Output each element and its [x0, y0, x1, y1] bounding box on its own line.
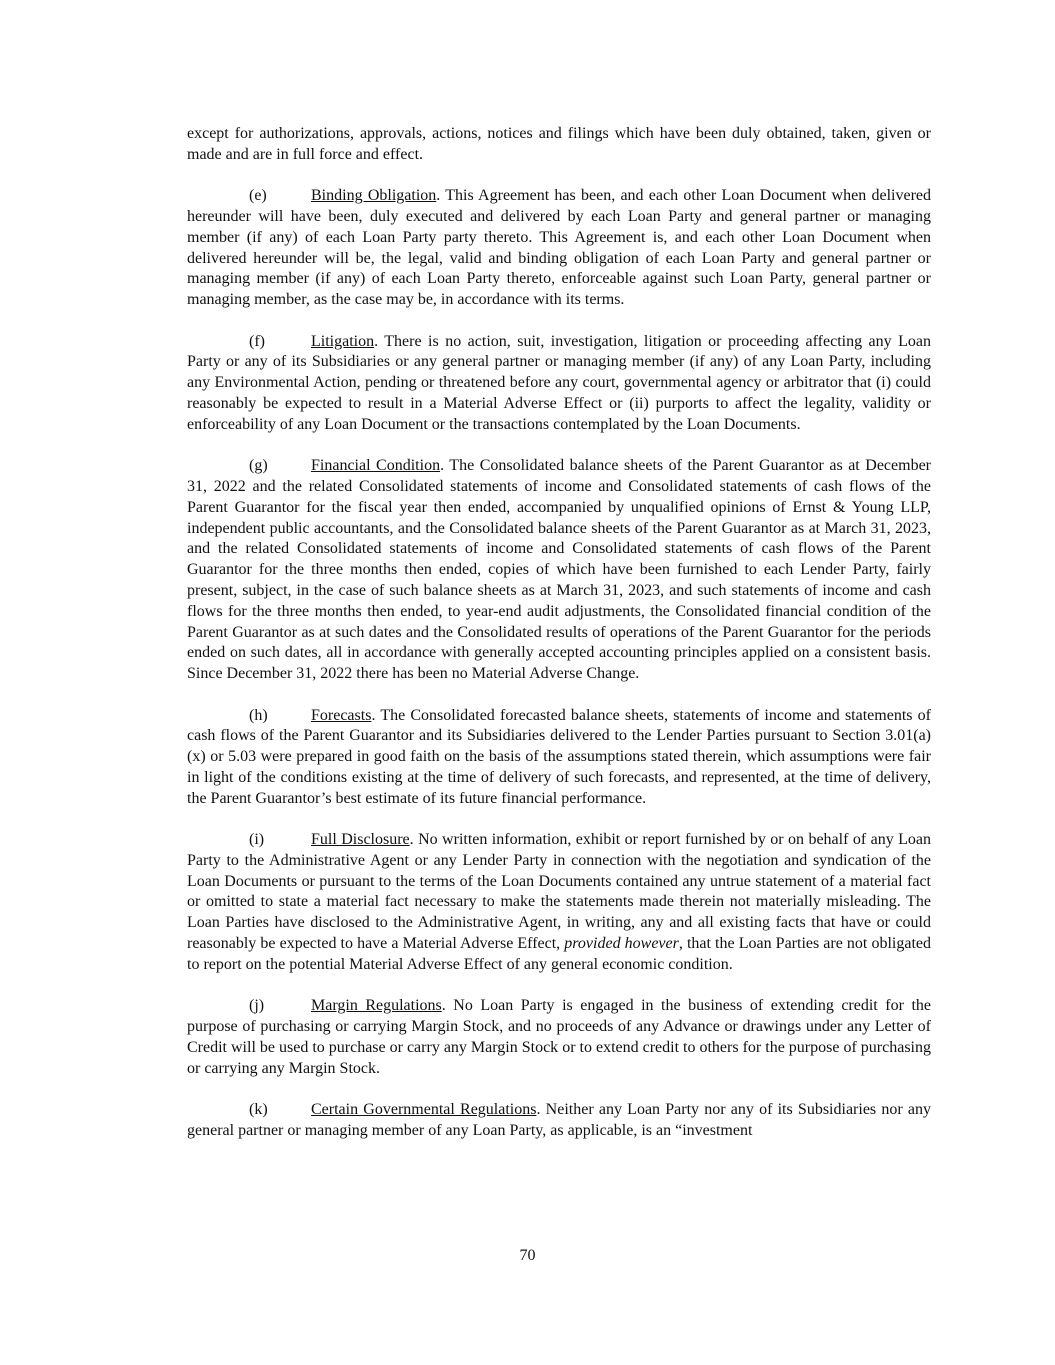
italic-phrase: provided however — [564, 935, 679, 953]
paragraph-marker: (k) — [249, 1101, 268, 1119]
paragraph-f-litigation — [187, 332, 931, 436]
paragraph-text: . This Agreement has been, and each other Loan Document when delivered hereunder will have been, duly executed and delivered by each Loan Party and general partner or managing member (if any) of each Loan Party party thereto. This Agreement is, and each other Loan Document when delivered hereunder will be, the legal, valid and binding obligation of each Loan Party and general partner or managing member (if any) of each Loan Party thereto, enforceable against such Loan Party, general partner or managing member, as the case may be, in accordance with its terms. — [187, 187, 931, 309]
section-heading: Binding Obligation — [311, 187, 437, 205]
section-heading: Full Disclosure — [311, 831, 410, 849]
paragraph-text: . Neither any Loan Party nor any of its Subsidiaries nor any general partner or managing member of any Loan Party, as applicable, is an “investment — [187, 1101, 931, 1139]
section-heading: Litigation — [311, 332, 375, 350]
section-heading: Margin Regulations — [311, 997, 442, 1015]
paragraph-text-tail: , that the Loan Parties are not obligated to report on the potential Material Adverse Effect of any general economic condition. — [187, 935, 932, 973]
paragraph-e-binding-obligation — [187, 186, 931, 311]
paragraph-marker: (h) — [249, 706, 268, 724]
paragraph-i-full-disclosure — [187, 830, 931, 976]
section-heading: Forecasts — [311, 706, 372, 724]
paragraph-text: . The Consolidated forecasted balance sheets, statements of income and statements of cash flows of the Parent Guarantor and its Subsidiaries delivered to the Lender Parties pursuant to Section 3.01(a)(x) or 5.03 were prepared in good faith on the basis of the assumptions stated therein, which assumptions were fair in light of the conditions existing at the time of delivery of such forecasts, and represented, at the time of delivery, the Parent Guarantor’s best estimate of its future financial performance. — [187, 706, 931, 807]
paragraph-h-forecasts — [187, 706, 931, 810]
section-heading: Certain Governmental Regulations — [311, 1101, 537, 1119]
paragraph-text: . The Consolidated balance sheets of the Parent Guarantor as at December 31, 2022 and the related Consolidated statements of income and Consolidated statements of cash flows of the Parent Guarantor for the fiscal year then ended, accompanied by unqualified opinions of Ernst & Young LLP, independent public accountants, and the Consolidated balance sheets of the Parent Guarantor as at March 31, 2023, and the related Consolidated statements of income and Consolidated statements of cash flows of the Parent Guarantor for the three months then ended, copies of which have been furnished to each Lender Party, fairly present, subject, in the case of such balance sheets as at March 31, 2023, and such statements of income and cash flows for the three months then ended, to year-end audit adjustments, the Consolidated financial condition of the Parent Guarantor as at such dates and the Consolidated results of operations of the Parent Guarantor for the periods ended on such dates, all in accordance with generally accepted accounting principles applied on a consistent basis. Since December 31, 2022 there has been no Material Adverse Change. — [187, 457, 932, 683]
section-heading: Financial Condition — [311, 457, 441, 475]
paragraph-j-margin-regulations — [187, 996, 931, 1079]
page-number: 70 — [519, 1247, 536, 1264]
paragraph-marker: (g) — [249, 457, 268, 475]
paragraph-marker: (e) — [249, 187, 267, 205]
paragraph-marker: (j) — [249, 997, 265, 1015]
paragraph-text: . No written information, exhibit or report furnished by or on behalf of any Loan Party to the Administrative Agent or any Lender Party in connection with the negotiation and syndication of the Loan Documents or pursuant to the terms of the Loan Documents contained any untrue statement of a material fact or omitted to state a material fact necessary to make the statements made therein not materially misleading. The Loan Parties have disclosed to the Administrative Agent, in writing, any and all existing facts that have or could reasonably be expected to have a Material Adverse Effect, — [187, 831, 932, 953]
document-body — [187, 124, 931, 1162]
paragraph-marker: (f) — [249, 332, 265, 350]
paragraph-continuation — [187, 124, 931, 166]
paragraph-marker: (i) — [249, 831, 265, 849]
paragraph-k-certain-governmental-regulations — [187, 1100, 931, 1142]
paragraph-text: . No Loan Party is engaged in the business of extending credit for the purpose of purchasing or carrying Margin Stock, and no proceeds of any Advance or drawings under any Letter of Credit will be used to purchase or carry any Margin Stock or to extend credit to others for the purpose of purchasing or carrying any Margin Stock. — [187, 997, 932, 1077]
paragraph-text: . There is no action, suit, investigation, litigation or proceeding affecting any Loan Party or any of its Subsidiaries or any general partner or managing member (if any) of any Loan Party, including any Environmental Action, pending or threatened before any court, governmental agency or arbitrator that (i) could reasonably be expected to result in a Material Adverse Effect or (ii) purports to affect the legality, validity or enforceability of any Loan Document or the transactions contemplated by the Loan Documents. — [187, 332, 931, 433]
paragraph-text: except for authorizations, approvals, actions, notices and filings which have been duly obtained, taken, given or made and are in full force and effect. — [187, 125, 931, 163]
paragraph-g-financial-condition — [187, 456, 931, 685]
